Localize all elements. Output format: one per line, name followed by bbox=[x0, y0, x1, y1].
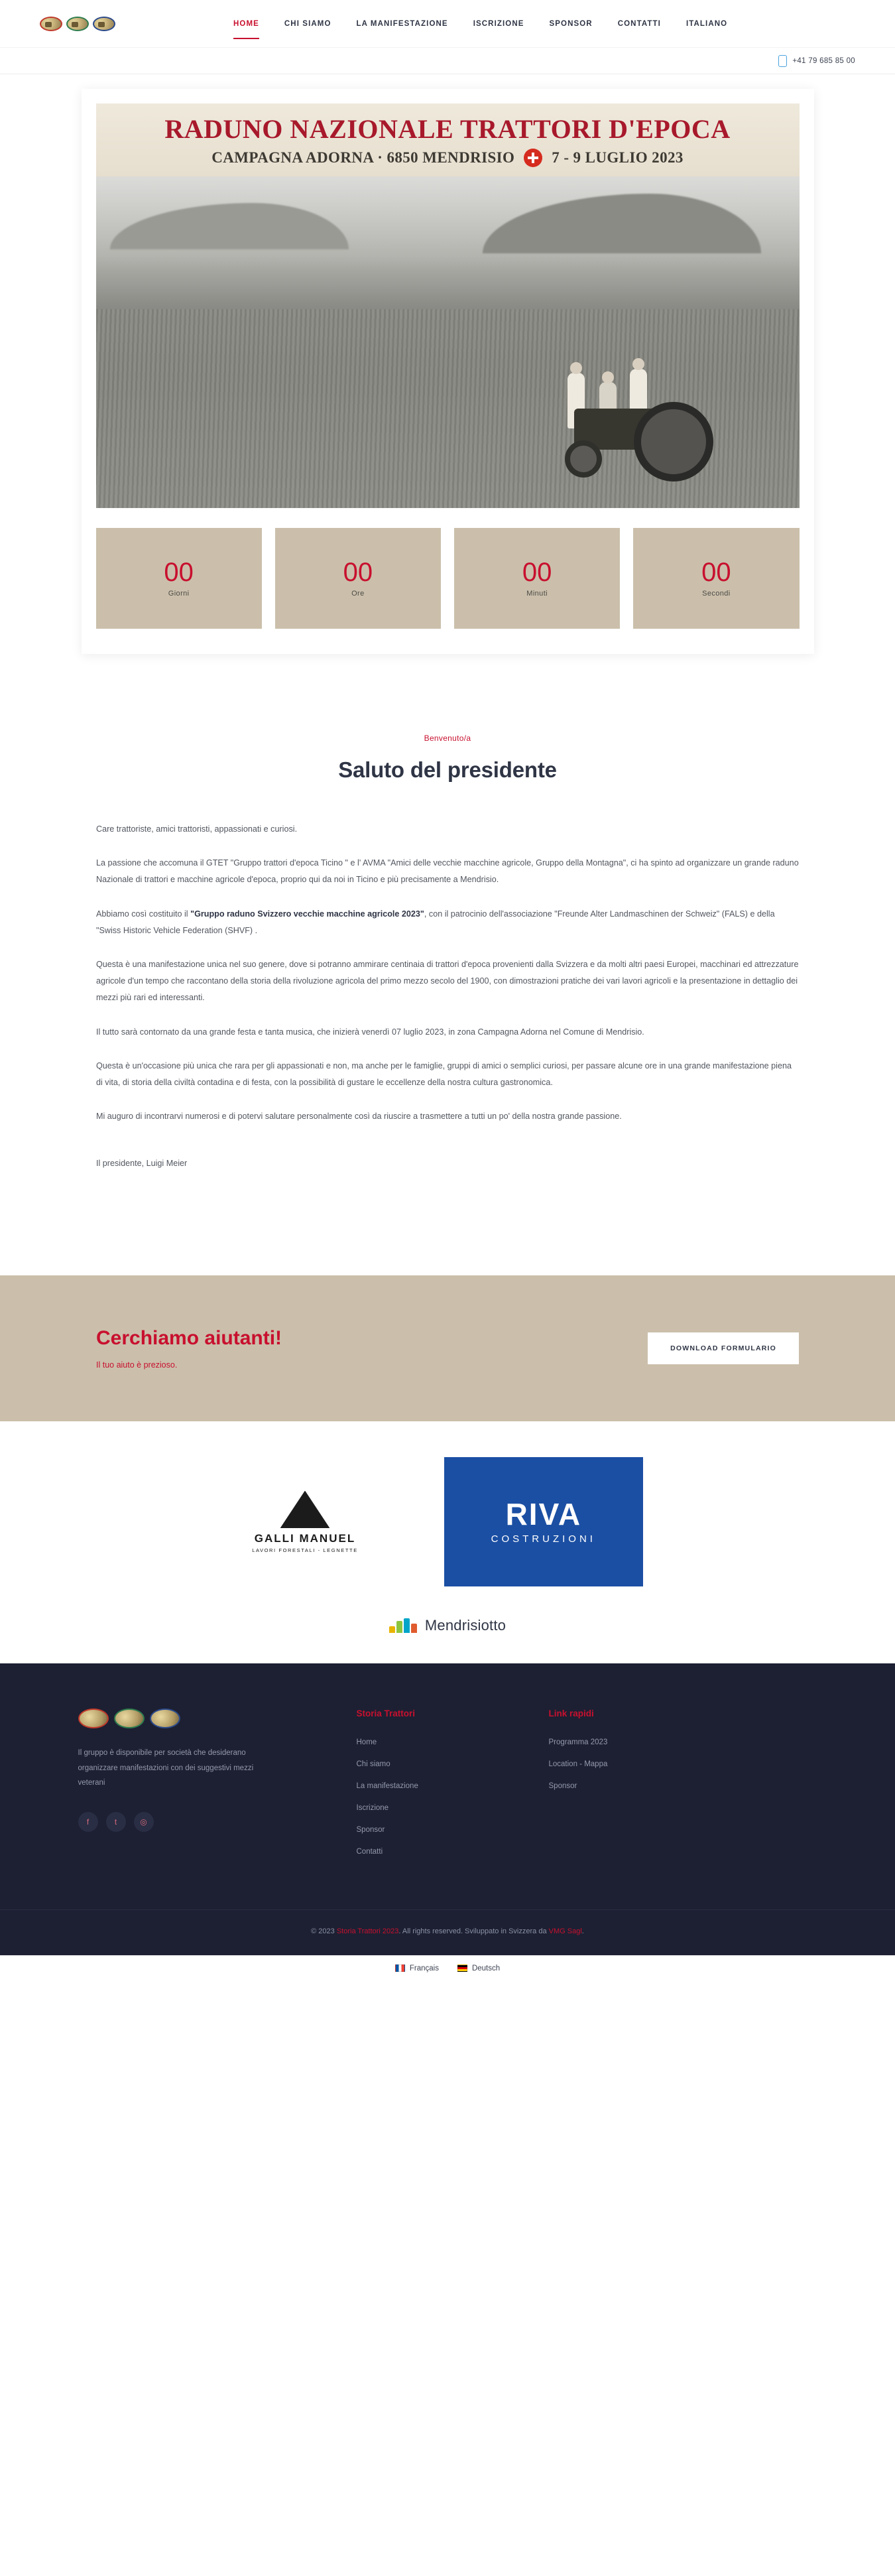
footer-badge-green-icon bbox=[114, 1708, 145, 1728]
footer-link-sponsor[interactable]: Sponsor bbox=[356, 1826, 385, 1835]
president-paragraph-6: Mi auguro di incontrarvi numerosi e di potervi salutare personalmente così da riuscire a trasmettere a tutti un po' della nostra grande passione. bbox=[96, 1112, 622, 1122]
helpers-banner bbox=[0, 1275, 895, 1421]
hero-section bbox=[0, 74, 895, 654]
footer-brand-column bbox=[78, 1708, 317, 1870]
president-paragraph-4: Il tutto sarà contornato da una grande festa e tanta musica, che inizierà venerdì 07 luglio 2023, in zona Campagna Adorna nel Comune di Mendrisio. bbox=[96, 1027, 644, 1037]
sponsor-row-secondary bbox=[0, 1617, 895, 1634]
site-logo[interactable] bbox=[40, 17, 192, 31]
copyright-brand-link[interactable]: Storia Trattori 2023 bbox=[336, 1927, 399, 1936]
tractor-front-wheel bbox=[565, 440, 602, 478]
countdown-days bbox=[96, 528, 262, 629]
phone-icon bbox=[778, 55, 787, 67]
sponsor-row-primary bbox=[0, 1457, 895, 1586]
germany-flag-icon bbox=[457, 1964, 467, 1972]
footer-link-iscrizione[interactable]: Iscrizione bbox=[356, 1804, 389, 1813]
countdown-hours-value: 00 bbox=[343, 558, 373, 587]
footer-quicklink-sponsor[interactable]: Sponsor bbox=[548, 1782, 577, 1791]
logo-badge-blue-icon bbox=[93, 17, 115, 31]
copyright-end: . bbox=[581, 1927, 584, 1936]
phone-number[interactable]: +41 79 685 85 00 bbox=[792, 56, 855, 65]
language-label-deutsch: Deutsch bbox=[471, 1964, 501, 1972]
main-navigation bbox=[233, 0, 727, 47]
language-label-francais: Français bbox=[409, 1964, 439, 1972]
footer-link-contatti[interactable]: Contatti bbox=[356, 1848, 383, 1856]
logo-badge-green-icon bbox=[66, 17, 89, 31]
event-poster bbox=[96, 103, 800, 508]
galli-tagline: LAVORI FORESTALI - LEGNETTE bbox=[252, 1547, 358, 1553]
footer-menu-heading: Storia Trattori bbox=[356, 1708, 416, 1719]
helpers-text-block bbox=[96, 1327, 282, 1370]
countdown-seconds-label: Secondi bbox=[702, 590, 731, 598]
france-flag-icon bbox=[395, 1964, 405, 1972]
president-paragraph-3: Questa è una manifestazione unica nel suo genere, dove si potranno ammirare centinaia di trattori d'epoca provenienti dalla Svizzera e da molti altri paesi Europei, macchinari ed attrezzature agricole d'un tempo che raccontano della storia della rivoluzione agricola del primo mezzo secolo del 1900, con dimostrazioni pratiche dei vari lavori agricoli e la presentazione in dettaglio dei mezzi più rari ed interessanti. bbox=[96, 959, 799, 1003]
mendrisiotto-mark-icon bbox=[389, 1618, 417, 1633]
countdown-hours-label: Ore bbox=[351, 590, 365, 598]
footer-menu-column bbox=[357, 1708, 509, 1870]
footer-quicklink-programma[interactable]: Programma 2023 bbox=[548, 1738, 608, 1747]
p2-before: Abbiamo così costituito il bbox=[96, 909, 191, 919]
page-title: Saluto del presidente bbox=[338, 757, 557, 782]
language-option-francais[interactable] bbox=[395, 1964, 439, 1972]
mendrisiotto-name: Mendrisiotto bbox=[424, 1617, 507, 1634]
president-paragraph-1: La passione che accomuna il GTET "Gruppo trattori d'epoca Ticino " e l' AVMA "Amici delle vecchie macchine agricole, Gruppo della Montagna", ci ha spinto ad organizzare un grande raduno Nazionale di trattori e macchine agricole d'epoca, proprio qui da noi in Ticino e più precisamente a Mendrisio. bbox=[96, 858, 799, 885]
nav-item-chi-siamo[interactable]: CHI SIAMO bbox=[284, 19, 331, 28]
download-form-button[interactable]: DOWNLOAD FORMULARIO bbox=[648, 1332, 799, 1364]
poster-title: RADUNO NAZIONALE TRATTORI D'EPOCA bbox=[164, 114, 731, 144]
countdown-days-label: Giorni bbox=[168, 590, 190, 598]
president-paragraph-2 bbox=[96, 906, 799, 939]
helpers-title: Cerchiamo aiutanti! bbox=[96, 1327, 282, 1350]
footer-quicklinks-heading: Link rapidi bbox=[548, 1708, 594, 1719]
site-header bbox=[0, 0, 895, 48]
footer-link-home[interactable]: Home bbox=[356, 1738, 377, 1747]
poster-photo bbox=[96, 176, 800, 508]
countdown-minutes-label: Minuti bbox=[526, 590, 548, 598]
footer-about-text: Il gruppo è disponibile per società che desiderano organizzare manifestazioni con dei suggestivi mezzi veterani bbox=[78, 1749, 254, 1787]
copyright-pre: © 2023 bbox=[311, 1927, 337, 1936]
phone-bar bbox=[0, 48, 895, 74]
site-footer bbox=[0, 1663, 895, 1955]
riva-subtitle: COSTRUZIONI bbox=[491, 1533, 596, 1545]
facebook-icon[interactable]: f bbox=[78, 1812, 98, 1832]
language-option-deutsch[interactable] bbox=[457, 1964, 500, 1972]
president-section bbox=[0, 654, 895, 1275]
nav-item-contatti[interactable]: CONTATTI bbox=[617, 19, 661, 28]
photo-hill-right bbox=[483, 194, 761, 253]
president-paragraph-5: Questa è un'occasione più unica che rara per gli appassionati e non, ma anche per le famiglie, gruppi di amici o semplici curiosi, per passare alcune ore in una grande manifestazione piena di vita, di storia della civiltà contadina e di festa, con la possibilità di gustare le eccellenze della nostra cultura gastronomica. bbox=[96, 1061, 792, 1087]
poster-dates: 7 - 9 LUGLIO 2023 bbox=[552, 149, 684, 166]
poster-header bbox=[96, 103, 800, 176]
sponsor-galli-manuel[interactable] bbox=[252, 1491, 358, 1553]
sponsors-section bbox=[0, 1421, 895, 1663]
nav-item-iscrizione[interactable]: ISCRIZIONE bbox=[473, 19, 524, 28]
swiss-flag-icon bbox=[524, 149, 542, 167]
countdown-seconds-value: 00 bbox=[701, 558, 731, 587]
footer-link-chi-siamo[interactable]: Chi siamo bbox=[356, 1760, 390, 1769]
countdown-seconds bbox=[633, 528, 799, 629]
copyright-mid: . All rights reserved. Sviluppato in Svizzera da bbox=[398, 1927, 549, 1936]
footer-social-links bbox=[78, 1812, 317, 1832]
footer-link-la-manifestazione[interactable]: La manifestazione bbox=[356, 1782, 418, 1791]
poster-location: CAMPAGNA ADORNA · 6850 MENDRISIO bbox=[211, 149, 515, 166]
welcome-kicker: Benvenuto/a bbox=[424, 734, 471, 743]
footer-copyright bbox=[0, 1909, 895, 1955]
president-signature: Il presidente, Luigi Meier bbox=[96, 1159, 188, 1169]
galli-sail-icon bbox=[280, 1491, 329, 1528]
president-greeting: Care trattoriste, amici trattoristi, appassionati e curiosi. bbox=[96, 824, 298, 834]
p2-after: , con il patrocinio dell'associazione "Freunde Alter Landmaschinen der Schweiz" (FALS) e della "Swiss Historic Vehicle Federation (SHVF) . bbox=[96, 909, 775, 935]
language-bar bbox=[0, 1955, 895, 1980]
countdown-hours bbox=[275, 528, 441, 629]
hero-card bbox=[82, 89, 814, 654]
nav-item-sponsor[interactable]: SPONSOR bbox=[549, 19, 593, 28]
nav-item-language[interactable]: ITALIANO bbox=[686, 19, 728, 28]
tractor-rear-wheel bbox=[634, 402, 713, 482]
instagram-icon[interactable]: ◎ bbox=[134, 1812, 154, 1832]
footer-logo[interactable] bbox=[78, 1708, 317, 1728]
twitter-icon[interactable]: t bbox=[106, 1812, 126, 1832]
footer-quicklinks-column bbox=[549, 1708, 701, 1870]
nav-item-la-manifestazione[interactable]: LA MANIFESTAZIONE bbox=[356, 19, 448, 28]
footer-badge-blue-icon bbox=[150, 1708, 180, 1728]
sponsor-riva-costruzioni[interactable] bbox=[444, 1457, 643, 1586]
countdown-timer bbox=[96, 528, 800, 629]
copyright-dev-link[interactable]: VMG Sagl bbox=[548, 1927, 582, 1936]
footer-badge-red-icon bbox=[78, 1708, 109, 1728]
p2-highlight: "Gruppo raduno Svizzero vecchie macchine agricole 2023" bbox=[190, 909, 424, 919]
footer-quicklink-location[interactable]: Location - Mappa bbox=[548, 1760, 608, 1769]
poster-subtitle bbox=[96, 149, 800, 167]
photo-hill-left bbox=[110, 203, 349, 249]
countdown-days-value: 00 bbox=[164, 558, 194, 587]
helpers-subtitle: Il tuo aiuto è prezioso. bbox=[96, 1360, 178, 1370]
logo-badge-red-icon bbox=[40, 17, 62, 31]
galli-name: GALLI MANUEL bbox=[254, 1531, 356, 1545]
countdown-minutes-value: 00 bbox=[522, 558, 552, 587]
photo-tractor bbox=[561, 369, 713, 482]
nav-item-home[interactable]: HOME bbox=[233, 0, 259, 47]
countdown-minutes bbox=[454, 528, 620, 629]
riva-name: RIVA bbox=[505, 1497, 582, 1532]
